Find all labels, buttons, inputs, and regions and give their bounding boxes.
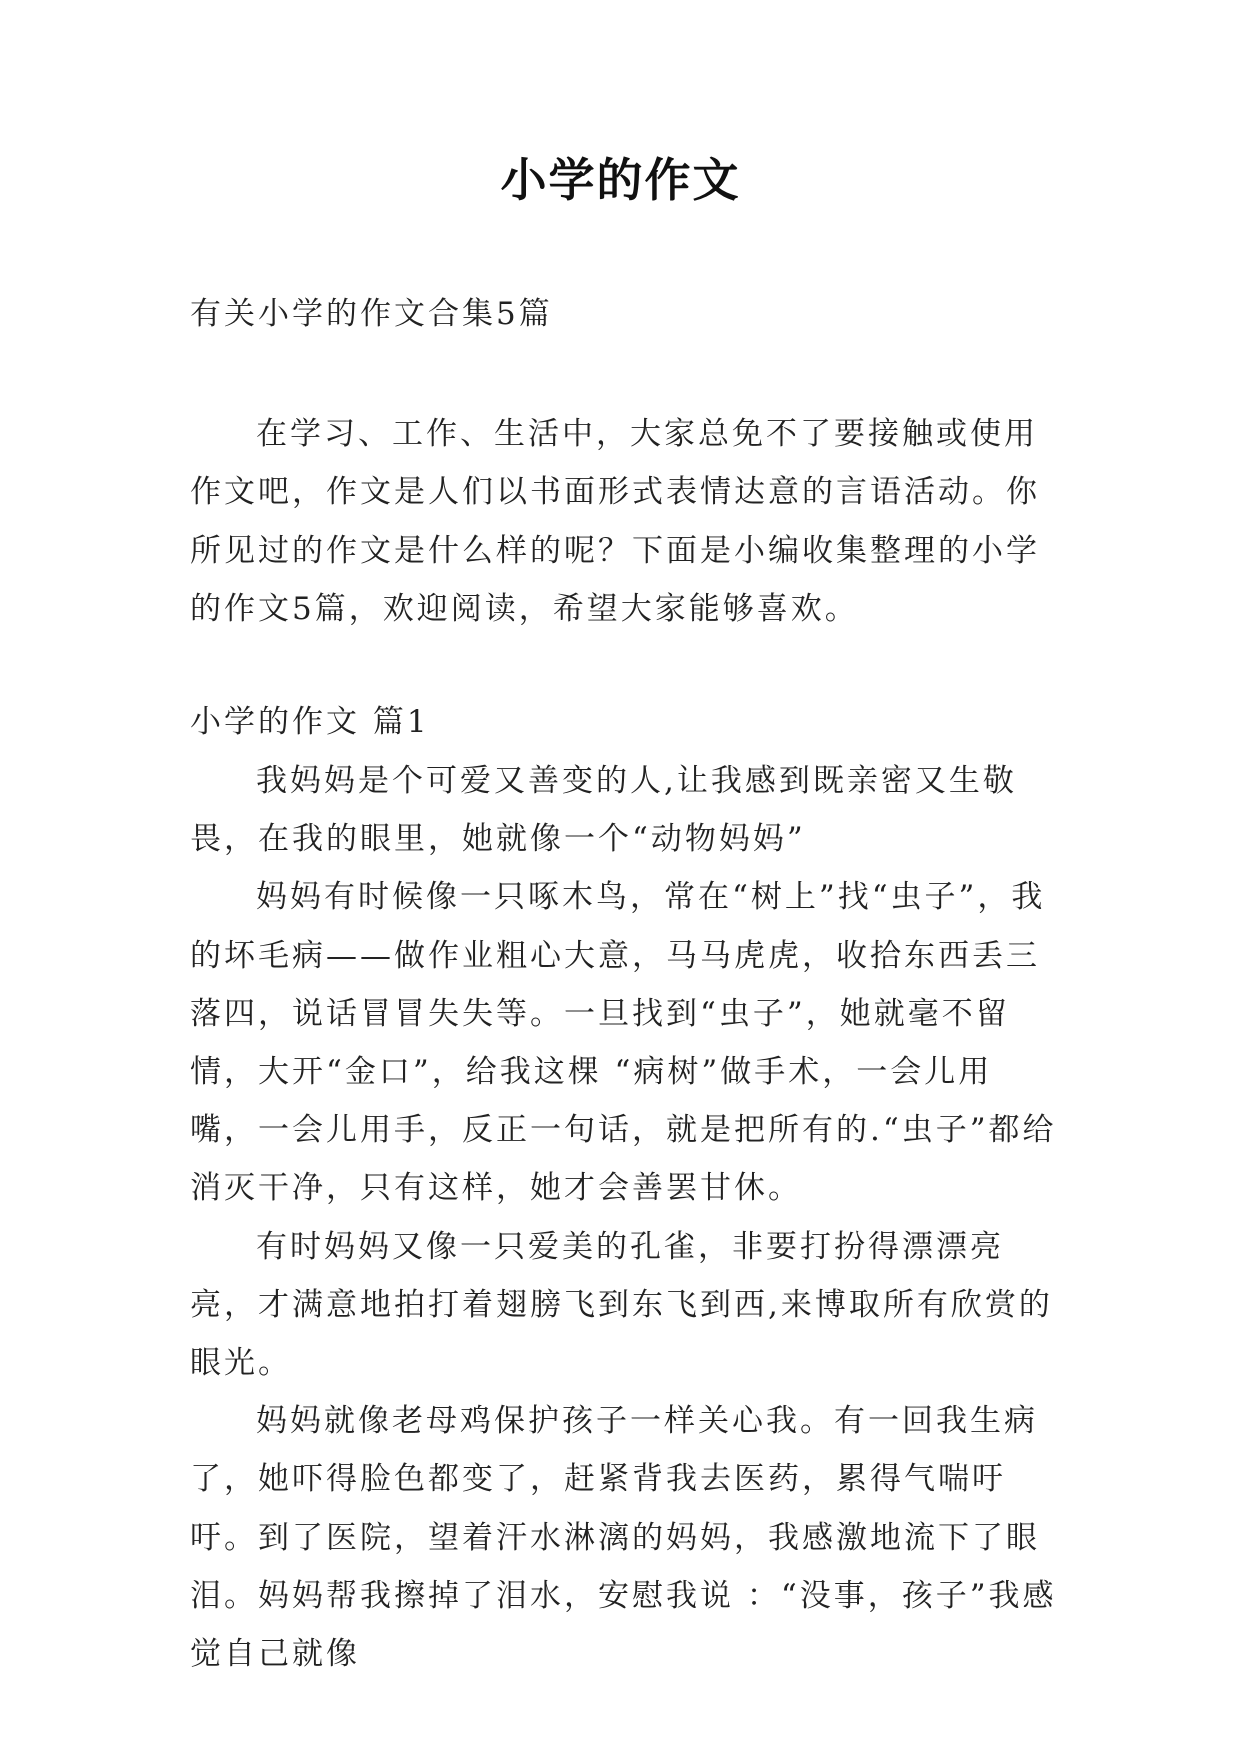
intro-section bbox=[190, 405, 1060, 638]
document-subtitle: 有关小学的作文合集5篇 bbox=[190, 296, 553, 332]
essay-paragraph: 我妈妈是个可爱又善变的人,让我感到既亲密又生敬畏，在我的眼里，她就像一个“动物妈妈” bbox=[190, 763, 1017, 858]
essay-paragraph: 有时妈妈又像一只爱美的孔雀，非要打扮得漂漂亮亮，才满意地拍打着翅膀飞到东飞到西,来博取所有欣赏的眼光。 bbox=[190, 1228, 1053, 1382]
essay-body bbox=[190, 752, 1060, 1683]
section-heading: 小学的作文 篇1 bbox=[190, 704, 430, 740]
essay-paragraph: 妈妈有时候像一只啄木鸟，常在“树上”找“虫子”，我的坏毛病——做作业粗心大意，马马虎虎，收拾东西丢三落四，说话冒冒失失等。一旦找到“虫子”，她就毫不留情，大开“金口”，给我这棵 “病树”做手术，一会儿用嘴，一会儿用手，反正一句话，就是把所有的.“虫子”都给消灭干净，只有这样，她才会善罢甘休。 bbox=[190, 879, 1057, 1207]
essay-paragraph: 妈妈就像老母鸡保护孩子一样关心我。有一回我生病了，她吓得脸色都变了，赶紧背我去医药，累得气喘吁吁。到了医院，望着汗水淋漓的妈妈，我感激地流下了眼泪。妈妈帮我擦掉了泪水，安慰我说 ：“没事，孩子”我感觉自己就像 bbox=[190, 1403, 1057, 1673]
document-title: 小学的作文 bbox=[500, 153, 741, 207]
intro-paragraph: 在学习、工作、生活中，大家总免不了要接触或使用作文吧，作文是人们以书面形式表情达意的言语活动。你所见过的作文是什么样的呢？下面是小编收集整理的小学的作文5篇，欢迎阅读，希望大家能够喜欢。 bbox=[190, 416, 1040, 627]
